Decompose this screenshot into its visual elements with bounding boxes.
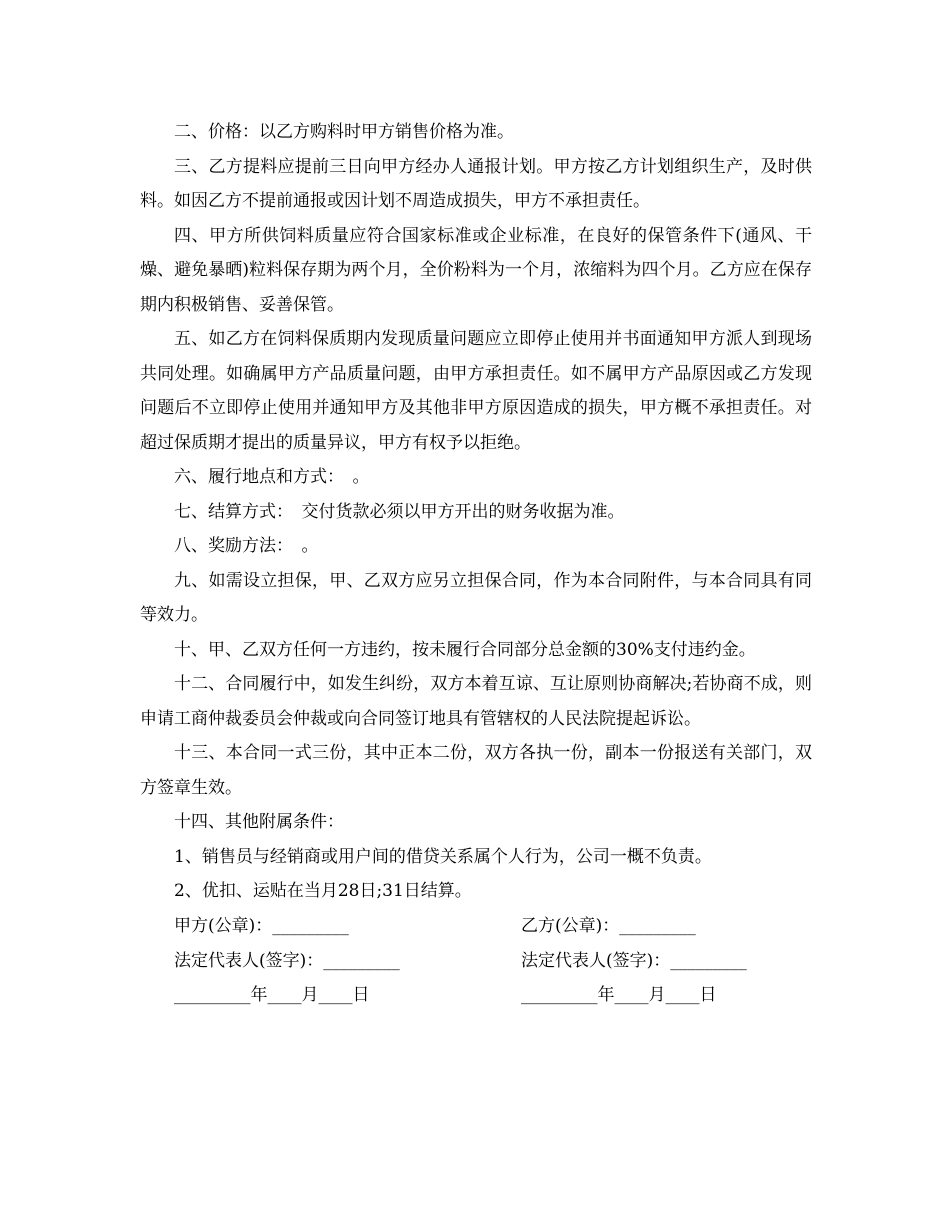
signature-seal-row [174, 909, 814, 944]
clause-pickup-plan: 三、乙方提料应提前三日向甲方经办人通报计划。甲方按乙方计划组织生产，及时供料。如因乙方不提前通报或因计划不周造成损失，甲方不承担责任。 [140, 156, 812, 211]
clause-dispute: 十二、合同履行中，如发生纠纷，双方本着互谅、互让原则协商解决;若协商不成，则申请工商仲裁委员会仲裁或向合同签订地具有管辖权的人民法院提起诉讼。 [140, 674, 812, 729]
clause-place-method: 六、履行地点和方式： 。 [174, 467, 370, 487]
clause-price: 二、价格：以乙方购料时甲方销售价格为准。 [174, 122, 514, 142]
signature-rep-row [174, 944, 814, 979]
signature-date-row [174, 978, 814, 1013]
signature-block [174, 909, 814, 1013]
clause-condition-2: 2、优扣、运贴在当月28日;31日结算。 [174, 881, 472, 901]
clause-quality-storage: 四、甲方所供饲料质量应符合国家标准或企业标准，在良好的保管条件下(通风、干燥、避免暴晒)粒料保存期为两个月，全价粉料为一个月，浓缩料为四个月。乙方应在保存期内积极销售、妥善保管。 [140, 225, 812, 315]
clause-settlement: 七、结算方式： 交付货款必须以甲方开出的财务收据为准。 [174, 501, 625, 522]
clause-guarantee: 九、如需设立担保，甲、乙双方应另立担保合同，作为本合同附件，与本合同具有同等效力。 [140, 570, 812, 625]
clause-condition-1: 1、销售员与经销商或用户间的借贷关系属个人行为，公司一概不负责。 [174, 846, 712, 867]
party-a-date-field: _________年____月____日 [174, 985, 370, 1005]
clause-breach: 十、甲、乙双方任何一方违约，按未履行合同部分总金额的30%支付违约金。 [174, 639, 756, 660]
clause-copies: 十三、本合同一式三份，其中正本二份，双方各执一份，副本一份报送有关部门，双方签章生效。 [140, 743, 812, 798]
clause-other-conditions: 十四、其他附属条件： [174, 812, 344, 832]
party-b-rep-field: 法定代表人(签字)：_________ [521, 950, 747, 971]
party-b-seal-field: 乙方(公章)：_________ [521, 916, 696, 936]
clause-reward: 八、奖励方法： 。 [174, 536, 319, 556]
party-a-seal-field: 甲方(公章)：_________ [174, 916, 349, 936]
clause-quality-issue: 五、如乙方在饲料保质期内发现质量问题应立即停止使用并书面通知甲方派人到现场共同处理。如确属甲方产品质量问题，由甲方承担责任。如不属甲方产品原因或乙方发现问题后不立即停止使用并通知甲方及其他非甲方原因造成的损失，甲方概不承担责任。对超过保质期才提出的质量异议，甲方有权予以拒绝。 [140, 329, 812, 453]
party-a-rep-field: 法定代表人(签字)：_________ [174, 950, 400, 971]
party-b-date-field: _________年____月____日 [521, 985, 717, 1005]
contract-clauses [140, 115, 812, 909]
